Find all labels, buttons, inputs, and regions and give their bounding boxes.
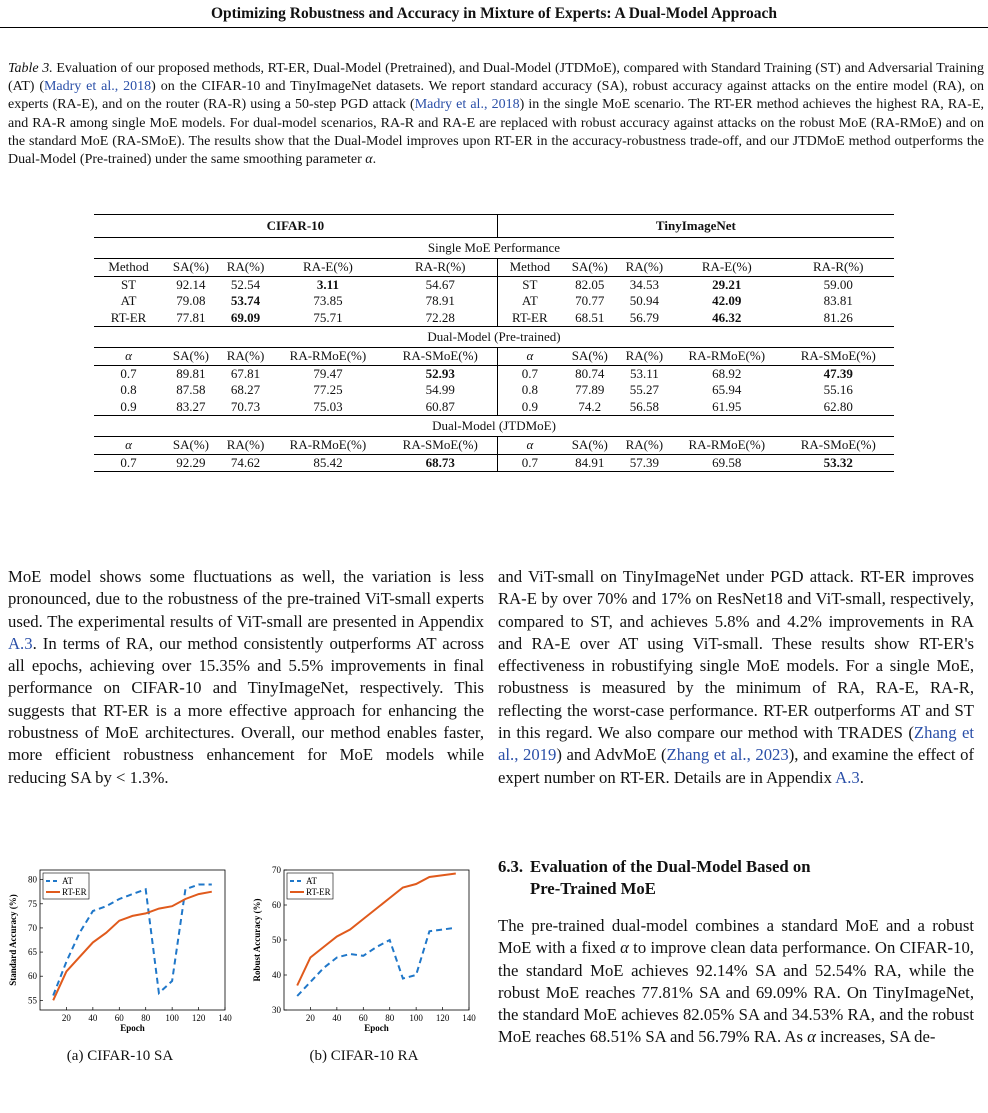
caption-text-2: ) on the CIFAR-10 and TinyImageNet datasets. We report standard accuracy (SA), robust accuracy against attacks on the entire model (RA), on experts (RA-E), and on the router (RA-R) using a 50-step PGD attack ( [8,79,984,113]
section-number: 6.3. [498,857,524,876]
table-cell: 54.99 [384,382,498,399]
y-tick-label: 70 [272,865,281,875]
column-header: RA(%) [226,437,265,453]
section-dual-jtdmoe: Dual-Model (JTDMoE) [94,416,894,437]
body-right-text-4: . [859,767,864,787]
x-tick-label: 60 [358,1013,368,1023]
section-title-line1: Evaluation of the Dual-Model Based on [530,857,811,876]
y-tick-label: 60 [28,971,37,982]
column-header: RA(%) [625,437,664,453]
column-header: RA-RMoE(%) [289,348,367,364]
appendix-ref-left[interactable]: A.3 [8,633,33,653]
y-tick-label: 55 [28,995,37,1006]
body-right-column [498,566,974,789]
section-dual-pretrained: Dual-Model (Pre-trained) [94,327,894,348]
body-left-text-2: . In terms of RA, our method consistently outperforms AT across all epochs, achieving over 15.35% and 5.5% improvements in final performance on CIFAR-10 and TinyImageNet, respectively. This suggests that RT-ER is a more effective approach for enhancing the robustness of MoE architectures. Overall, our method enables faster, more efficient robustness enhancement for MoE models while reducing SA by < 1.3%. [8,633,484,787]
table-cell: 80.74 [562,365,618,382]
table-cell: 92.29 [163,454,219,472]
table-cell: 46.32 [671,310,782,327]
y-tick-label: 65 [28,947,37,958]
table-cell: 52.54 [219,276,272,293]
table-cell: 57.39 [618,454,671,472]
table-cell: 81.26 [782,310,894,327]
table-cell: 0.7 [94,365,163,382]
y-tick-label: 60 [272,900,281,910]
x-axis-label: Epoch [120,1023,145,1033]
column-header: RA-R(%) [812,259,864,275]
table-cell: 68.27 [230,382,261,398]
table-cell: 0.8 [120,382,137,398]
column-header: Method [509,259,551,275]
table-cell: 50.94 [629,293,659,309]
table-cell: 75.71 [272,310,383,327]
table-cell: 53.32 [782,454,894,472]
y-axis-label: Standard Accuracy (%) [8,894,18,986]
series-line-rt-er [53,892,212,1001]
body-right2-text-1: The pre-trained dual-model combines a standard MoE and a robust MoE with a fixed [498,916,974,958]
column-header: SA(%) [172,259,209,275]
section-heading [498,856,978,900]
section-title-line2: Pre-Trained MoE [530,879,656,898]
legend-label: RT-ER [306,887,331,897]
column-header: RA-E(%) [303,259,353,275]
x-tick-label: 140 [218,1013,232,1023]
table-cell: 89.81 [163,365,219,382]
table-cell: 53.11 [618,365,671,382]
dataset-header-cifar: CIFAR-10 [94,215,497,238]
column-header: SA(%) [571,259,608,275]
table-cell: 34.53 [618,276,671,293]
table-cell: 52.93 [384,365,498,382]
table-cell: ST [94,276,163,293]
caption-citation-1[interactable]: Madry et al., 2018 [43,79,152,95]
column-header: RA-SMoE(%) [800,348,876,364]
table-cell: 78.91 [384,293,498,310]
header-rule [0,27,988,28]
x-tick-label: 120 [191,1013,206,1023]
table-cell: 70.73 [219,399,272,416]
table-cell: 84.91 [562,454,618,472]
column-header: RA(%) [226,348,265,364]
x-tick-label: 20 [61,1013,71,1023]
column-header: RA-SMoE(%) [384,348,498,366]
section-single-moe: Single MoE Performance [94,238,894,259]
column-header: SA(%) [571,437,608,453]
table-cell: AT [120,293,137,309]
series-line-at [53,885,212,996]
column-header: RA-E(%) [701,259,752,275]
legend [287,873,333,899]
table-cell: 54.67 [384,276,498,293]
table-cell: 61.95 [671,399,782,416]
column-header: RA(%) [226,259,265,275]
x-tick-label: 100 [409,1013,423,1023]
caption-citation-2[interactable]: Madry et al., 2018 [414,97,520,113]
legend-label: AT [62,876,73,886]
x-tick-label: 40 [88,1013,98,1023]
column-header: α [125,437,132,453]
column-header: RA-RMoE(%) [688,437,766,453]
table-cell: 79.47 [272,365,383,382]
y-tick-label: 50 [272,935,281,945]
y-tick-label: 30 [272,1005,281,1015]
table-cell: 68.92 [671,365,782,382]
subcaption-a: (a) CIFAR-10 SA [66,1048,174,1064]
table-cell: 3.11 [272,276,383,293]
body-right-text-3: ), and examine the effect of expert number on RT-ER. Details are in Appendix [498,745,975,787]
table-cell: 92.14 [163,276,219,293]
column-header: SA(%) [571,348,608,364]
legend-label: RT-ER [62,887,87,897]
x-tick-label: 40 [332,1013,342,1023]
x-tick-label: 80 [141,1013,151,1023]
table-cell: 83.27 [163,399,219,416]
table-cell: 56.79 [618,310,671,327]
table-cell: RT-ER [94,310,163,327]
table-cell: 77.89 [575,382,605,398]
table-cell: 82.05 [562,276,618,293]
legend [43,873,89,899]
table-cell: 74.2 [562,399,618,416]
table-cell: 68.73 [384,454,498,472]
dataset-header-tiny: TinyImageNet [497,215,894,238]
citation-trades[interactable]: Zhang et al., 2019 [498,723,974,765]
body-left-text-1: MoE model shows some fluctuations as well, the variation is less pronounced, due to the robustness of the pre-trained ViT-small experts used. The experimental results of ViT-small are presented in Appendix [8,567,484,631]
table-cell: ST [497,276,562,293]
column-header: Method [108,259,149,275]
table-cell: 68.51 [562,310,618,327]
table-cell: 77.81 [163,310,219,327]
body-right2-text-3: increases, SA de- [815,1027,936,1047]
chart-cifar10-ra [244,862,484,1037]
column-header: RA-RMoE(%) [688,348,766,364]
table-cell: 0.9 [94,399,163,416]
citation-advmoe[interactable]: Zhang et al., 2023 [666,745,789,765]
caption-end: . [372,152,377,168]
caption-label: Table 3. [8,61,53,76]
table-cell: 75.03 [272,399,383,416]
column-header: α [526,348,534,364]
column-header: SA(%) [172,348,209,364]
table-cell: 0.7 [497,365,562,382]
table-cell: 70.77 [575,293,605,309]
chart-cifar10-sa [0,862,240,1037]
table-cell: 47.39 [782,365,894,382]
y-tick-label: 75 [28,898,37,909]
column-header: RA-SMoE(%) [800,437,876,453]
table-cell: 69.58 [671,454,782,472]
body-right-text-2: ) and AdvMoE ( [556,745,667,765]
x-tick-label: 80 [385,1013,395,1023]
appendix-ref-right[interactable]: A.3 [835,767,860,787]
table-cell: 0.7 [94,454,163,472]
caption-text-1: Evaluation of our proposed methods, RT-ER, Dual-Model (Pretrained), and Dual-Model (JTDMoE), compared with Standard Training (ST) and Adversarial Training (AT) ( [8,61,985,95]
x-tick-label: 120 [435,1013,450,1023]
y-tick-label: 70 [28,922,37,933]
x-tick-label: 140 [462,1013,476,1023]
table-cell: 67.81 [219,365,272,382]
x-tick-label: 20 [305,1013,315,1023]
y-axis-label: Robust Accuracy (%) [252,898,262,982]
body-right2-text-2: to improve clean data performance. On CIFAR-10, the standard MoE achieves 92.14% SA and 52.54% RA, while the robust MoE reaches 77.81% SA and 69.09% RA. On TinyImageNet, the standard MoE achieves 82.05% SA and 34.53% RA, and the robust MoE reaches 68.51% SA and 56.79% RA. As [498,938,974,1047]
table-caption [8,60,984,169]
table-cell: 29.21 [671,276,782,293]
column-header: α [526,437,534,453]
running-header: Optimizing Robustness and Accuracy in Mixture of Experts: A Dual-Model Approach [210,5,778,22]
table-cell: 55.16 [823,382,853,398]
table-cell: 73.85 [313,293,343,309]
column-header: RA-RMoE(%) [289,437,367,453]
table-cell: 69.09 [219,310,272,327]
table-cell: 0.8 [521,382,538,398]
column-header: α [125,348,132,364]
table-cell: 65.94 [712,382,742,398]
table-cell: 0.9 [497,399,562,416]
x-tick-label: 100 [165,1013,179,1023]
subcaption-b: (b) CIFAR-10 RA [309,1048,419,1064]
y-tick-label: 80 [28,874,37,885]
x-axis-label: Epoch [364,1023,389,1033]
figure-b [244,862,484,1042]
table-cell: RT-ER [497,310,562,327]
caption-text-3: ) in the single MoE scenario. The RT-ER method achieves the highest RA, RA-E, and RA-R among single MoE models. For dual-model scenarios, RA-R and RA-E are replaced with robust accuracy against attacks on the robust MoE (RA-RMoE) and on the standard MoE (RA-SMoE). The results show that the Dual-Model improves upon RT-ER in the accuracy-robustness trade-off, and our JTDMoE method outperforms the Dual-Model (Pre-trained) under the same smoothing parameter [8,97,984,168]
column-header: RA(%) [625,259,664,275]
column-header: SA(%) [172,437,209,453]
table-cell: 79.08 [176,293,206,309]
column-header: RA-R(%) [384,259,498,277]
legend-label: AT [306,876,317,886]
table-cell: 74.62 [219,454,272,472]
table-cell: 83.81 [823,293,853,309]
table-cell: 60.87 [384,399,498,416]
y-tick-label: 40 [272,970,281,980]
x-tick-label: 60 [114,1013,124,1023]
table-cell: 87.58 [176,382,206,398]
table-cell: 42.09 [712,293,742,309]
column-header: RA-SMoE(%) [384,437,498,455]
results-table [94,214,894,472]
caption-alpha: α [365,152,373,168]
table-cell: AT [521,293,538,309]
table-cell: 56.58 [618,399,671,416]
table-cell: 55.27 [629,382,659,398]
table-cell: 59.00 [782,276,894,293]
alpha-symbol-2: α [807,1027,816,1047]
body-right-text-1: and ViT-small on TinyImageNet under PGD attack. RT-ER improves RA-E by over 70% and 17% on ResNet18 and ViT-small, respectively, compared to ST, and achieves 5.8% and 4.2% improvements in RA and RA-E over AT using ViT-small. These results show RT-ER's effectiveness in robustifying single MoE models. For a single MoE, robustness is measured by the minimum of RA, RA-E, RA-R, reflecting the worst-case performance. RT-ER outperforms AT and ST in this regard. We also compare our method with TRADES ( [498,567,974,743]
table-cell: 62.80 [782,399,894,416]
table-cell: 72.28 [384,310,498,327]
body-left-column [8,566,484,789]
table-cell: 0.7 [497,454,562,472]
column-header: RA(%) [625,348,664,364]
alpha-symbol-1: α [620,938,629,958]
table-cell: 77.25 [313,382,343,398]
series-line-at [297,928,456,996]
table-cell: 53.74 [230,293,261,309]
figure-a [0,862,240,1042]
body-right-column-2 [498,915,974,1049]
table-cell: 85.42 [272,454,383,472]
